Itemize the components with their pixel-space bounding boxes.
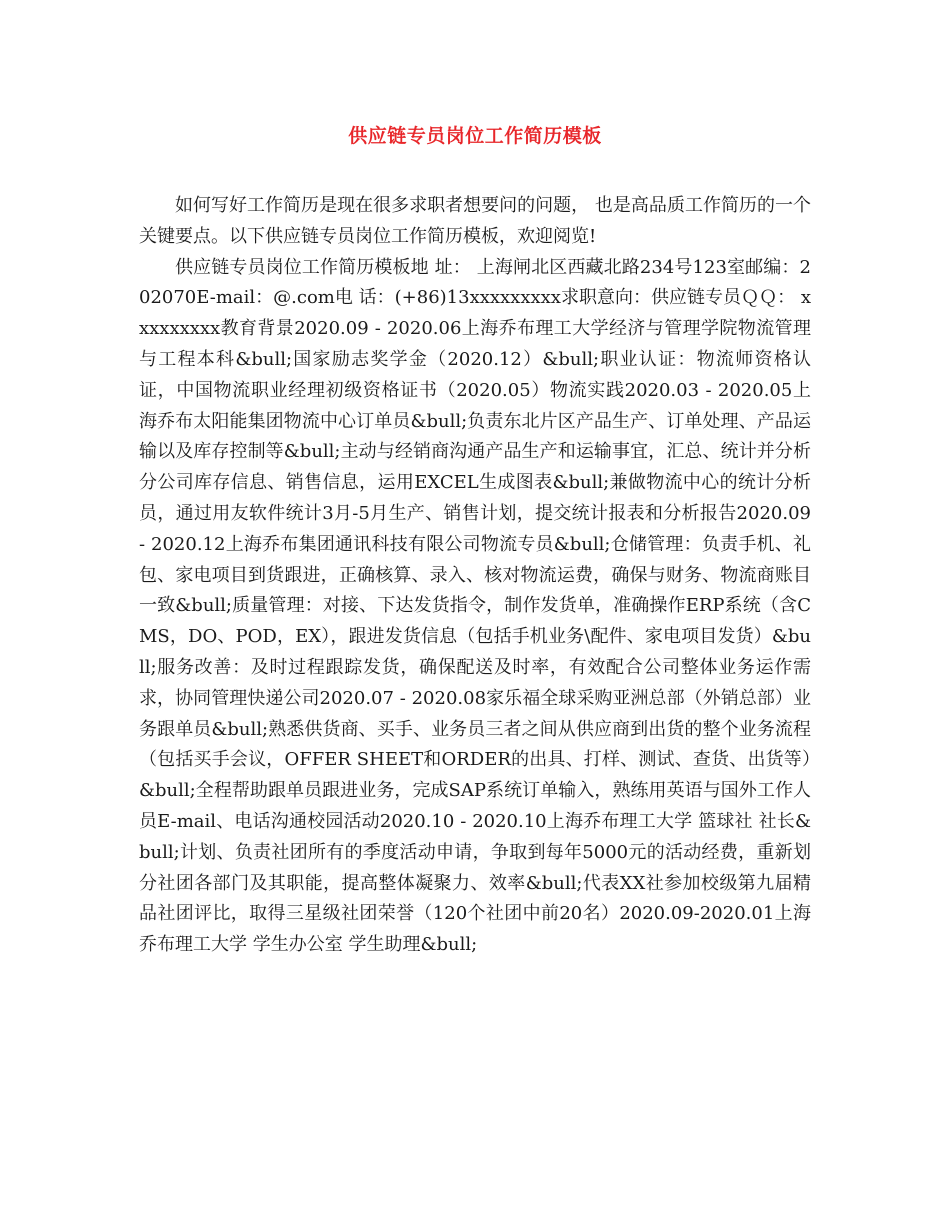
page-title: 供应链专员岗位工作简历模板 bbox=[348, 125, 602, 147]
intro-paragraph: 如何写好工作简历是现在很多求职者想要问的问题， 也是高品质工作简历的一个关键要点。以下供应链专员岗位工作简历模板，欢迎阅览! bbox=[139, 195, 811, 247]
document-body bbox=[139, 191, 811, 961]
resume-paragraph: 供应链专员岗位工作简历模板地 址： 上海闸北区西藏北路234号123室邮编：202070E-mail：@.com电 话：(+86)13xxxxxxxxx求职意向：供应链专员ＱＱ： xxxxxxxxx教育背景2020.09 - 2020.06上海乔布理工大学经济与管理学院物流管理与工程本科&bull;国家励志奖学金（2020.12）&bull;职业认证：物流师资格认证，中国物流职业经理初级资格证书（2020.05）物流实践2020.03 - 2020.05上海乔布太阳能集团物流中心订单员&bull;负责东北片区产品生产、订单处理、产品运输以及库存控制等&bull;主动与经销商沟通产品生产和运输事宜，汇总、统计并分析分公司库存信息、销售信息，运用EXCEL生成图表&bull;兼做物流中心的统计分析员，通过用友软件统计3月-5月生产、销售计划，提交统计报表和分析报告2020.09 - 2020.12上海乔布集团通讯科技有限公司物流专员&bull;仓储管理：负责手机、礼包、家电项目到货跟进，正确核算、录入、核对物流运费，确保与财务、物流商账目一致&bull;质量管理：对接、下达发货指令，制作发货单，准确操作ERP系统（含CMS，DO、POD，EX），跟进发货信息（包括手机业务\配件、家电项目发货）&bull;服务改善：及时过程跟踪发货，确保配送及时率，有效配合公司整体业务运作需求，协同管理快递公司2020.07 - 2020.08家乐福全球采购亚洲总部（外销总部）业务跟单员&bull;熟悉供货商、买手、业务员三者之间从供应商到出货的整个业务流程（包括买手会议，OFFER SHEET和ORDER的出具、打样、测试、查货、出货等）&bull;全程帮助跟单员跟进业务，完成SAP系统订单输入，熟练用英语与国外工作人员E-mail、电话沟通校园活动2020.10 - 2020.10上海乔布理工大学 篮球社 社长&bull;计划、负责社团所有的季度活动申请，争取到每年5000元的活动经费，重新划分社团各部门及其职能，提高整体凝聚力、效率&bull;代表XX社参加校级第九届精品社团评比，取得三星级社团荣誉（120个社团中前20名）2020.09-2020.01上海乔布理工大学 学生办公室 学生助理&bull; bbox=[139, 256, 811, 956]
